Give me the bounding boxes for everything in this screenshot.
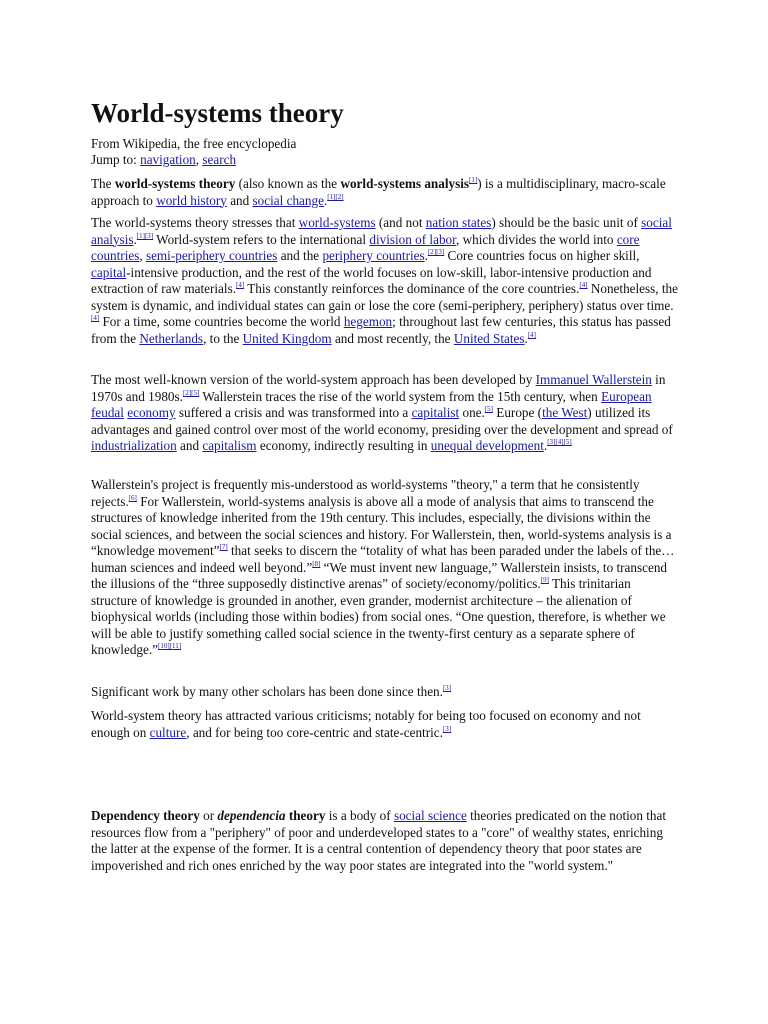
- link-unequal-development[interactable]: unequal development: [430, 438, 544, 453]
- link-division-of-labor[interactable]: division of labor: [369, 231, 457, 247]
- link-capitalist[interactable]: capitalist: [411, 405, 460, 420]
- link-hegemon[interactable]: hegemon: [343, 314, 393, 329]
- citation-link[interactable]: [2][3]: [427, 248, 445, 256]
- intro-paragraph: [91, 176, 679, 209]
- link-industrialization[interactable]: industrialization: [91, 438, 177, 453]
- paragraph-wallerstein: [91, 372, 679, 455]
- paragraph-scholars: [91, 684, 679, 701]
- text: (and not: [375, 215, 426, 230]
- citation-link[interactable]: [7]: [219, 543, 228, 551]
- text: Nonetheless, the system is dynamic, and individual states can gain or lose the core (semi-periphery, periphery) status over time.: [91, 281, 679, 313]
- link-united-kingdom[interactable]: United Kingdom: [242, 330, 332, 346]
- text: World-system refers to the international: [153, 231, 370, 247]
- page-title: World-systems theory: [91, 98, 344, 128]
- link-social-analysis[interactable]: social analysis: [91, 215, 672, 247]
- text: ) should be the basic unit of: [491, 215, 642, 230]
- text: , and for being too core-centric and state-centric.: [186, 724, 443, 740]
- citation-link[interactable]: [9]: [540, 576, 549, 584]
- text: ,: [139, 248, 146, 263]
- search-link[interactable]: search: [202, 152, 237, 167]
- text: Wallerstein's project is frequently mis-understood as world-systems "theory," a term that he consistently rejects.: [91, 477, 640, 509]
- text: and the: [277, 248, 323, 263]
- jump-sep: ,: [195, 152, 203, 167]
- text: Europe (: [492, 405, 543, 420]
- text: suffered a crisis and was transformed into a: [175, 405, 412, 420]
- citation-link[interactable]: [10][11]: [158, 642, 182, 650]
- text: in 1970s and 1980s.: [91, 372, 666, 404]
- paragraph-dependency-theory: [91, 808, 679, 874]
- text: .: [543, 438, 548, 453]
- link-periphery-countries[interactable]: periphery countries: [322, 248, 425, 263]
- bold-term: world-systems theory: [114, 176, 236, 191]
- text: For a time, some countries become the world: [99, 314, 344, 329]
- link-economy[interactable]: economy: [127, 405, 176, 420]
- text: The world-systems theory stresses that: [91, 215, 299, 230]
- navigation-link[interactable]: navigation: [140, 152, 196, 167]
- link-world-systems[interactable]: world-systems: [298, 215, 376, 230]
- link-immanuel-wallerstein[interactable]: Immanuel Wallerstein: [535, 372, 652, 387]
- link-feudal[interactable]: feudal: [91, 405, 124, 420]
- link-semi-periphery-countries[interactable]: semi-periphery countries: [145, 248, 278, 263]
- text: Wallerstein traces the rise of the world system from the 15th century, when: [199, 388, 602, 404]
- link-united-states[interactable]: United States: [453, 330, 525, 346]
- link-netherlands[interactable]: Netherlands: [139, 330, 204, 346]
- bold-term: world-systems analysis: [340, 176, 470, 191]
- link-social-change[interactable]: social change: [252, 192, 324, 208]
- link-culture[interactable]: culture: [149, 724, 187, 740]
- text: theories predicated on the notion that resources flow from a "periphery" of poor and underdeveloped states to a "core" of wealthy states, enriching the latter at the expense of the former. It is a central contention of dependency theory that poor states are impoverished and rich ones enriched by the way poor states are integrated into the "world system.": [91, 808, 667, 873]
- link-core-countries[interactable]: core countries: [91, 231, 640, 263]
- text: or: [199, 808, 218, 823]
- text: Core countries focus on higher skill,: [444, 248, 640, 263]
- bold-term: theory: [288, 808, 326, 823]
- citation-link[interactable]: [6]: [128, 493, 137, 502]
- citation-link[interactable]: [4]: [236, 281, 245, 289]
- citation-link[interactable]: [3][4][5]: [547, 438, 572, 446]
- link-the-west[interactable]: the West: [542, 405, 588, 420]
- text: .: [133, 231, 137, 247]
- text: The most well-known version of the world-system approach has been developed by: [91, 372, 536, 387]
- text: This trinitarian structure of knowledge is grounded in another, even grander, modernist architecture – the alienation of biophysical worlds (including those within bodies) from social ones. “One question, therefore, is whether we will be able to justify something called social science in the twenty-first century as a separate sphere of knowledge.”: [91, 576, 666, 657]
- link-social-science[interactable]: social science: [393, 808, 467, 823]
- bold-term: Dependency theory: [91, 808, 200, 823]
- text: .: [424, 248, 428, 263]
- text: For Wallerstein, world-systems analysis is above all a mode of analysis that aims to transcend the structures of knowledge inherited from the 19th century. This includes, especially, the divisions within the social sciences, and between the social sciences and history. For Wallerstein, then, world-systems analysis is a “knowledge movement”: [91, 493, 672, 558]
- text: Significant work by many other scholars has been done since then.: [91, 684, 443, 699]
- paragraph-core-periphery: [91, 215, 679, 347]
- link-nation-states[interactable]: nation states: [425, 215, 492, 230]
- citation-link[interactable]: [1][2]: [327, 192, 344, 201]
- link-capital[interactable]: capital: [91, 264, 127, 280]
- link-world-history[interactable]: world history: [156, 192, 227, 208]
- jump-label: Jump to:: [91, 152, 141, 167]
- paragraph-knowledge-movement: [91, 477, 679, 659]
- byline: From Wikipedia, the free encyclopedia: [91, 136, 297, 151]
- text: and: [176, 438, 203, 453]
- text: ) is a multidisciplinary, macro-scale approach to: [91, 176, 666, 208]
- text: -intensive production, and the rest of the world focuses on low-skill, labor-intensive production and extraction of raw materials.: [91, 264, 652, 296]
- text: ) utilized its advantages and gained control over most of the world economy, presiding over the development and spread of: [91, 405, 673, 437]
- text: ; throughout last few centuries, this status has passed from the: [91, 314, 671, 346]
- text: This constantly reinforces the dominance of the core countries.: [244, 281, 580, 296]
- text: The: [91, 176, 115, 191]
- citation-link[interactable]: [2][5]: [182, 388, 200, 397]
- paragraph-criticisms: [91, 708, 679, 741]
- link-european[interactable]: European: [601, 388, 652, 404]
- text: World-system theory has attracted various criticisms; notably for being too focused on economy and not enough on: [91, 708, 641, 740]
- citation-link[interactable]: [4]: [527, 330, 537, 339]
- text: (also known as the: [235, 176, 341, 191]
- jump-to-nav: [91, 152, 236, 169]
- citation-link[interactable]: [5]: [484, 405, 493, 413]
- text: , which divides the world into: [456, 231, 617, 247]
- text: .: [323, 192, 328, 208]
- citation-link[interactable]: [4]: [91, 314, 100, 322]
- text: , to the: [203, 330, 243, 346]
- text: one.: [459, 405, 485, 420]
- text: economy, indirectly resulting in: [256, 438, 431, 453]
- citation-link[interactable]: [8]: [312, 559, 321, 568]
- text: and most recently, the: [331, 330, 454, 346]
- text: and: [226, 192, 253, 208]
- bold-italic-term: dependencia: [217, 808, 286, 823]
- link-capitalism[interactable]: capitalism: [202, 438, 257, 453]
- citation-link[interactable]: [1]: [469, 176, 478, 184]
- citation-link[interactable]: [3]: [442, 684, 452, 692]
- citation-link[interactable]: [4]: [579, 281, 588, 289]
- text: is a body of: [325, 808, 394, 823]
- text: that seeks to discern the “totality of what has been paraded under the labels of the… human sciences and indeed well beyond.”: [91, 543, 675, 575]
- text: .: [524, 330, 528, 346]
- text: “We must invent new language,” Wallerstein insists, to transcend the illusions of the “three supposedly distinctive arenas” of society/economy/politics.: [91, 559, 668, 591]
- citation-link[interactable]: [1][3]: [136, 231, 154, 240]
- citation-link[interactable]: [3]: [442, 724, 452, 733]
